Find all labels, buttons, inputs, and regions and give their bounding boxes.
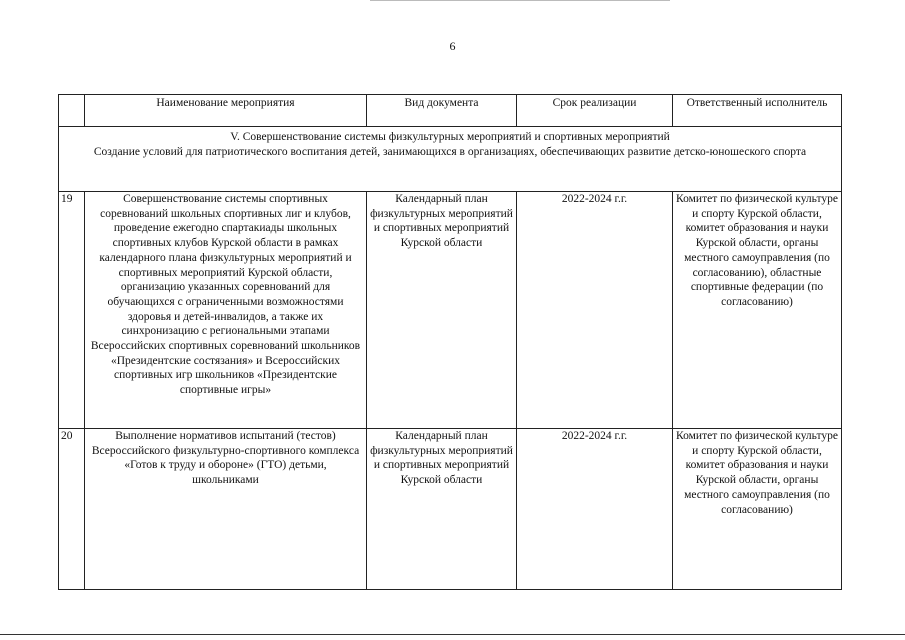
header-name: Наименование мероприятия: [85, 95, 367, 127]
table-row: [59, 192, 842, 429]
table-header-row: [59, 95, 842, 127]
doc-type: Календарный план физкультурных мероприятий и спортивных мероприятий Курской области: [367, 192, 517, 429]
section-title: V. Совершенствование системы физкультурных мероприятий и спортивных мероприятий: [230, 131, 670, 143]
row-number: 19: [59, 192, 85, 429]
doc-type: Календарный план физкультурных мероприятий и спортивных мероприятий Курской области: [367, 429, 517, 590]
header-num: [59, 95, 85, 127]
events-table: [58, 94, 842, 590]
page-number: 6: [449, 39, 456, 53]
header-term: Срок реализации: [517, 95, 673, 127]
scan-bottom-edge: [0, 634, 905, 635]
responsible: Комитет по физической культуре и спорту Курской области, комитет образования и науки Курской области, органы местного самоуправления (по согласованию): [673, 429, 842, 590]
header-doc-type: Вид документа: [367, 95, 517, 127]
section-cell: [59, 127, 842, 192]
scan-top-edge: [370, 0, 670, 1]
event-name: Совершенствование системы спортивных соревнований школьных спортивных лиг и клубов, проведение ежегодно спартакиады школьных спортивных клубов Курской области в рамках календарного плана физкультурных мероприятий и спортивных мероприятий Курской области, организацию указанных соревнований для обучающихся с ограниченными возможностями здоровья и детей-инвалидов, а также их синхронизацию с региональными этапами Всероссийских спортивных соревнований школьников «Президентские состязания» и Всероссийских спортивных игр школьников «Президентские спортивные игры»: [85, 192, 367, 429]
row-number: 20: [59, 429, 85, 590]
term: 2022-2024 г.г.: [517, 192, 673, 429]
section-row: [59, 127, 842, 192]
header-responsible: Ответственный исполнитель: [673, 95, 842, 127]
term: 2022-2024 г.г.: [517, 429, 673, 590]
event-name: Выполнение нормативов испытаний (тестов) Всероссийского физкультурно-спортивного комплекса «Готов к труду и обороне» (ГТО) детьми, школьниками: [85, 429, 367, 590]
responsible: Комитет по физической культуре и спорту Курской области, комитет образования и науки Курской области, органы местного самоуправления (по согласованию), областные спортивные федерации (по согласованию): [673, 192, 842, 429]
section-subtitle: Создание условий для патриотического воспитания детей, занимающихся в организациях, обеспечивающих развитие детско-юношеского спорта: [93, 145, 807, 158]
table-row: [59, 429, 842, 590]
